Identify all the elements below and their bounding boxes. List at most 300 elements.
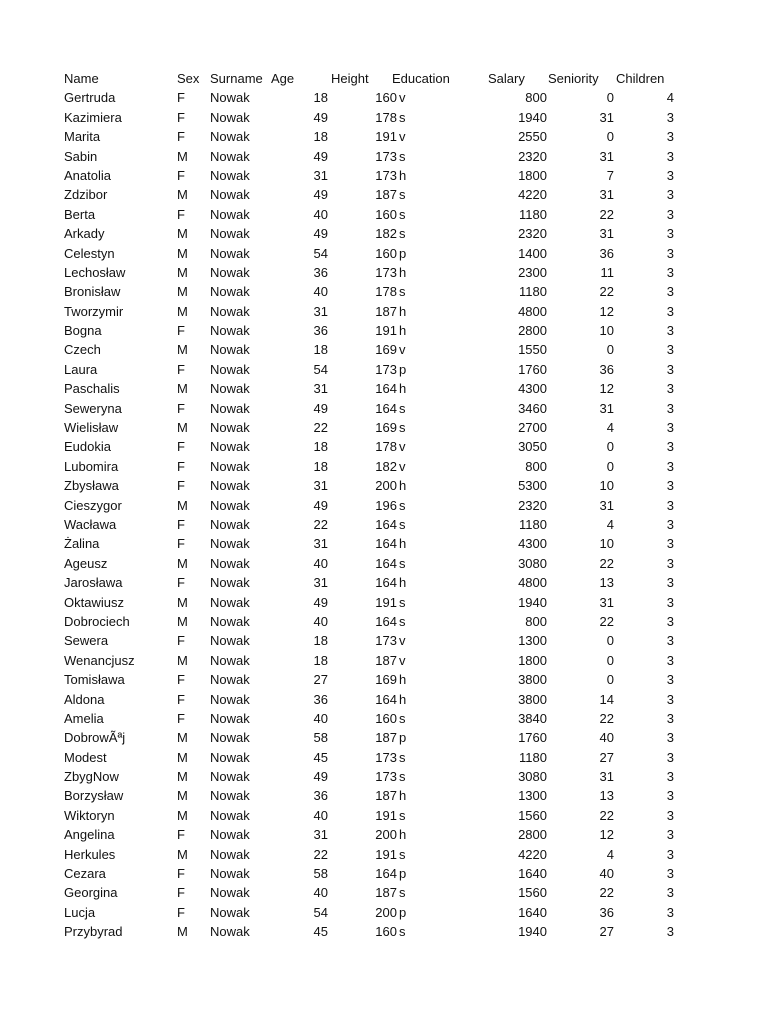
cell-name: Ageusz: [64, 555, 108, 571]
cell-children: 4: [666, 90, 674, 106]
cell-salary: 2550: [518, 129, 547, 145]
cell-age: 49: [313, 187, 328, 203]
cell-seniority: 0: [606, 90, 614, 106]
cell-sex: F: [177, 109, 185, 125]
table-row: [0, 806, 768, 825]
cell-seniority: 40: [599, 730, 614, 746]
table-row: [0, 670, 768, 689]
cell-children: 3: [666, 516, 674, 532]
cell-education: v: [399, 439, 406, 455]
cell-education: s: [399, 846, 406, 862]
cell-sex: F: [177, 710, 185, 726]
cell-children: 3: [666, 904, 674, 920]
cell-seniority: 31: [599, 109, 614, 125]
cell-surname: Nowak: [210, 807, 250, 823]
cell-sex: M: [177, 497, 188, 513]
cell-height: 191: [375, 807, 397, 823]
cell-children: 3: [666, 613, 674, 629]
cell-seniority: 0: [606, 652, 614, 668]
cell-height: 187: [375, 885, 397, 901]
cell-height: 173: [375, 361, 397, 377]
table-row: [0, 728, 768, 747]
cell-age: 58: [313, 730, 328, 746]
cell-sex: F: [177, 866, 185, 882]
cell-name: Georgina: [64, 885, 118, 901]
table-row: [0, 845, 768, 864]
cell-height: 164: [375, 555, 397, 571]
cell-education: v: [399, 633, 406, 649]
cell-children: 3: [666, 148, 674, 164]
cell-height: 187: [375, 730, 397, 746]
cell-sex: M: [177, 788, 188, 804]
cell-age: 18: [313, 652, 328, 668]
cell-education: s: [399, 807, 406, 823]
cell-sex: M: [177, 846, 188, 862]
cell-name: Lucja: [64, 904, 96, 920]
cell-age: 40: [313, 555, 328, 571]
table-row: [0, 554, 768, 573]
cell-salary: 1400: [518, 245, 547, 261]
table-row: [0, 573, 768, 592]
cell-surname: Nowak: [210, 555, 250, 571]
table-body: [0, 88, 768, 941]
table-row: [0, 534, 768, 553]
cell-sex: F: [177, 672, 185, 688]
table-row: [0, 903, 768, 922]
cell-salary: 3050: [518, 439, 547, 455]
cell-seniority: 14: [599, 691, 614, 707]
cell-age: 40: [313, 284, 328, 300]
cell-height: 200: [375, 478, 397, 494]
cell-seniority: 0: [606, 672, 614, 688]
cell-age: 49: [313, 594, 328, 610]
cell-salary: 3800: [518, 691, 547, 707]
cell-height: 191: [375, 594, 397, 610]
cell-education: s: [399, 769, 406, 785]
table-row: [0, 496, 768, 515]
cell-salary: 1180: [519, 516, 547, 532]
cell-height: 160: [375, 245, 397, 261]
cell-height: 178: [375, 109, 397, 125]
cell-sex: F: [177, 691, 185, 707]
table-row: [0, 263, 768, 282]
cell-salary: 1180: [519, 206, 547, 222]
table-row: [0, 476, 768, 495]
cell-children: 3: [666, 788, 674, 804]
cell-surname: Nowak: [210, 264, 250, 280]
cell-sex: F: [177, 129, 185, 145]
cell-seniority: 36: [599, 245, 614, 261]
cell-children: 3: [666, 575, 674, 591]
cell-salary: 1300: [518, 788, 547, 804]
cell-seniority: 7: [606, 167, 614, 183]
cell-name: Kazimiera: [64, 109, 122, 125]
cell-name: Sewera: [64, 633, 109, 649]
cell-sex: F: [177, 885, 185, 901]
cell-children: 3: [666, 478, 674, 494]
cell-sex: F: [177, 361, 185, 377]
table-row: [0, 205, 768, 224]
cell-surname: Nowak: [210, 303, 250, 319]
cell-children: 3: [666, 555, 674, 571]
cell-salary: 5300: [518, 478, 547, 494]
cell-age: 45: [313, 749, 328, 765]
cell-sex: M: [177, 420, 188, 436]
cell-children: 3: [666, 807, 674, 823]
cell-education: h: [399, 264, 407, 280]
cell-salary: 4220: [518, 846, 547, 862]
cell-surname: Nowak: [210, 458, 250, 474]
cell-name: DobrowÃªj: [64, 730, 126, 746]
cell-name: Wacława: [64, 516, 117, 532]
cell-age: 18: [313, 342, 328, 358]
cell-age: 36: [313, 788, 328, 804]
cell-name: Przybyrad: [64, 924, 123, 940]
cell-surname: Nowak: [210, 478, 250, 494]
cell-surname: Nowak: [210, 400, 250, 416]
cell-seniority: 22: [599, 885, 614, 901]
cell-education: v: [399, 458, 406, 474]
cell-seniority: 36: [599, 904, 614, 920]
cell-education: p: [399, 245, 407, 261]
cell-sex: M: [177, 613, 188, 629]
cell-name: Żalina: [64, 536, 100, 552]
cell-age: 49: [313, 769, 328, 785]
cell-seniority: 0: [606, 129, 614, 145]
cell-education: p: [399, 904, 407, 920]
cell-surname: Nowak: [210, 148, 250, 164]
table-row: [0, 379, 768, 398]
cell-name: Herkules: [64, 846, 116, 862]
cell-age: 40: [313, 807, 328, 823]
cell-education: s: [399, 226, 406, 242]
cell-seniority: 22: [599, 613, 614, 629]
cell-seniority: 10: [599, 478, 614, 494]
cell-height: 164: [375, 866, 397, 882]
cell-surname: Nowak: [210, 420, 250, 436]
cell-name: Aldona: [64, 691, 105, 707]
cell-height: 164: [375, 691, 397, 707]
cell-salary: 800: [525, 613, 547, 629]
cell-salary: 1760: [518, 361, 547, 377]
cell-education: v: [399, 90, 406, 106]
table-row: [0, 437, 768, 456]
cell-salary: 1560: [518, 885, 547, 901]
header-education: Education: [392, 71, 450, 86]
cell-salary: 1550: [518, 342, 547, 358]
table-row: [0, 127, 768, 146]
cell-education: h: [399, 303, 407, 319]
cell-education: p: [399, 866, 407, 882]
cell-seniority: 12: [599, 827, 614, 843]
cell-surname: Nowak: [210, 885, 250, 901]
cell-surname: Nowak: [210, 109, 250, 125]
cell-education: s: [399, 516, 406, 532]
cell-salary: 4800: [518, 575, 547, 591]
cell-children: 3: [666, 361, 674, 377]
cell-name: Tomisława: [64, 672, 125, 688]
cell-surname: Nowak: [210, 536, 250, 552]
cell-age: 18: [313, 458, 328, 474]
cell-education: h: [399, 827, 407, 843]
cell-sex: M: [177, 807, 188, 823]
cell-surname: Nowak: [210, 613, 250, 629]
cell-salary: 1940: [518, 109, 547, 125]
cell-age: 22: [313, 516, 328, 532]
cell-height: 173: [375, 769, 397, 785]
cell-salary: 2320: [518, 226, 547, 242]
cell-surname: Nowak: [210, 788, 250, 804]
cell-salary: 1640: [518, 866, 547, 882]
cell-name: Amelia: [64, 710, 104, 726]
table-row: [0, 515, 768, 534]
table-row: [0, 282, 768, 301]
cell-height: 187: [375, 187, 397, 203]
cell-age: 31: [313, 478, 328, 494]
cell-salary: 4220: [518, 187, 547, 203]
cell-salary: 4300: [518, 381, 547, 397]
cell-children: 3: [666, 691, 674, 707]
cell-seniority: 31: [599, 497, 614, 513]
cell-children: 3: [666, 129, 674, 145]
cell-sex: M: [177, 284, 188, 300]
cell-name: Bogna: [64, 323, 102, 339]
cell-children: 3: [666, 187, 674, 203]
cell-education: s: [399, 148, 406, 164]
cell-sex: F: [177, 478, 185, 494]
cell-seniority: 36: [599, 361, 614, 377]
cell-age: 31: [313, 167, 328, 183]
cell-seniority: 0: [606, 633, 614, 649]
cell-children: 3: [666, 866, 674, 882]
cell-surname: Nowak: [210, 749, 250, 765]
cell-surname: Nowak: [210, 342, 250, 358]
table-row: [0, 593, 768, 612]
cell-surname: Nowak: [210, 516, 250, 532]
cell-salary: 800: [525, 90, 547, 106]
cell-salary: 1640: [518, 904, 547, 920]
table-row: [0, 418, 768, 437]
cell-surname: Nowak: [210, 633, 250, 649]
cell-name: ZbygNow: [64, 769, 119, 785]
cell-height: 191: [375, 323, 397, 339]
cell-education: h: [399, 381, 407, 397]
cell-age: 49: [313, 400, 328, 416]
cell-surname: Nowak: [210, 710, 250, 726]
cell-education: h: [399, 167, 407, 183]
cell-height: 169: [375, 420, 397, 436]
cell-sex: M: [177, 594, 188, 610]
cell-surname: Nowak: [210, 730, 250, 746]
cell-seniority: 31: [599, 400, 614, 416]
cell-sex: M: [177, 730, 188, 746]
cell-salary: 2700: [518, 420, 547, 436]
cell-age: 40: [313, 710, 328, 726]
cell-children: 3: [666, 109, 674, 125]
cell-name: Berta: [64, 206, 96, 222]
cell-seniority: 22: [599, 710, 614, 726]
cell-children: 3: [666, 885, 674, 901]
cell-seniority: 10: [599, 536, 614, 552]
cell-children: 3: [666, 400, 674, 416]
cell-salary: 3460: [518, 400, 547, 416]
cell-education: p: [399, 361, 407, 377]
cell-children: 3: [666, 924, 674, 940]
cell-children: 3: [666, 342, 674, 358]
cell-children: 3: [666, 769, 674, 785]
table-row: [0, 631, 768, 650]
cell-education: s: [399, 885, 406, 901]
cell-salary: 3080: [518, 555, 547, 571]
table-row: [0, 690, 768, 709]
cell-seniority: 10: [599, 323, 614, 339]
cell-surname: Nowak: [210, 575, 250, 591]
cell-children: 3: [666, 206, 674, 222]
cell-education: h: [399, 323, 407, 339]
cell-sex: F: [177, 323, 185, 339]
table-row: [0, 302, 768, 321]
cell-surname: Nowak: [210, 323, 250, 339]
cell-height: 164: [375, 575, 397, 591]
header-children: Children: [616, 71, 665, 86]
cell-seniority: 22: [599, 555, 614, 571]
cell-age: 49: [313, 226, 328, 242]
cell-age: 18: [313, 439, 328, 455]
cell-surname: Nowak: [210, 226, 250, 242]
cell-education: s: [399, 400, 406, 416]
cell-seniority: 22: [599, 807, 614, 823]
cell-height: 164: [375, 516, 397, 532]
cell-age: 40: [313, 613, 328, 629]
cell-sex: F: [177, 167, 185, 183]
table-row: [0, 457, 768, 476]
cell-height: 200: [375, 904, 397, 920]
table-row: [0, 651, 768, 670]
table-row: [0, 185, 768, 204]
header-name: Name: [64, 71, 99, 86]
cell-education: v: [399, 342, 406, 358]
table-row: [0, 864, 768, 883]
cell-education: s: [399, 924, 406, 940]
cell-education: v: [399, 129, 406, 145]
cell-height: 182: [375, 226, 397, 242]
cell-name: Eudokia: [64, 439, 111, 455]
cell-sex: F: [177, 827, 185, 843]
table-row: [0, 922, 768, 941]
table-row: [0, 612, 768, 631]
cell-height: 169: [375, 672, 397, 688]
cell-name: Angelina: [64, 827, 115, 843]
cell-name: Dobrociech: [64, 613, 130, 629]
cell-height: 182: [375, 458, 397, 474]
cell-age: 36: [313, 323, 328, 339]
cell-sex: M: [177, 303, 188, 319]
table-row: [0, 88, 768, 107]
cell-salary: 1940: [518, 924, 547, 940]
cell-height: 178: [375, 284, 397, 300]
cell-seniority: 31: [599, 769, 614, 785]
cell-children: 3: [666, 439, 674, 455]
cell-salary: 4300: [518, 536, 547, 552]
header-age: Age: [271, 71, 295, 86]
cell-seniority: 12: [599, 381, 614, 397]
table-row: [0, 786, 768, 805]
cell-surname: Nowak: [210, 672, 250, 688]
cell-name: Cezara: [64, 866, 106, 882]
table-row: [0, 360, 768, 379]
cell-surname: Nowak: [210, 167, 250, 183]
cell-sex: F: [177, 575, 185, 591]
cell-children: 3: [666, 730, 674, 746]
cell-height: 178: [375, 439, 397, 455]
cell-age: 31: [313, 536, 328, 552]
cell-seniority: 22: [599, 284, 614, 300]
cell-education: s: [399, 420, 406, 436]
cell-seniority: 31: [599, 594, 614, 610]
cell-children: 3: [666, 749, 674, 765]
header-salary: Salary: [488, 71, 525, 86]
cell-age: 54: [313, 245, 328, 261]
cell-seniority: 40: [599, 866, 614, 882]
cell-age: 31: [313, 303, 328, 319]
cell-height: 160: [375, 710, 397, 726]
cell-name: Laura: [64, 361, 98, 377]
cell-education: s: [399, 187, 406, 203]
cell-seniority: 11: [600, 264, 614, 280]
cell-name: Bronisław: [64, 284, 121, 300]
cell-seniority: 4: [606, 846, 614, 862]
cell-age: 36: [313, 264, 328, 280]
cell-height: 173: [375, 148, 397, 164]
cell-age: 36: [313, 691, 328, 707]
cell-education: s: [399, 284, 406, 300]
cell-salary: 3840: [518, 710, 547, 726]
cell-children: 3: [666, 846, 674, 862]
cell-seniority: 13: [599, 575, 614, 591]
cell-surname: Nowak: [210, 594, 250, 610]
cell-height: 173: [375, 264, 397, 280]
cell-children: 3: [666, 284, 674, 300]
cell-surname: Nowak: [210, 846, 250, 862]
cell-name: Paschalis: [64, 381, 120, 397]
cell-age: 27: [313, 672, 328, 688]
cell-name: Anatolia: [64, 167, 111, 183]
cell-sex: F: [177, 458, 185, 474]
cell-seniority: 22: [599, 206, 614, 222]
cell-age: 40: [313, 206, 328, 222]
cell-sex: F: [177, 439, 185, 455]
cell-sex: M: [177, 148, 188, 164]
cell-surname: Nowak: [210, 827, 250, 843]
cell-education: h: [399, 575, 407, 591]
cell-salary: 1560: [518, 807, 547, 823]
cell-height: 169: [375, 342, 397, 358]
cell-age: 31: [313, 575, 328, 591]
table-row: [0, 748, 768, 767]
table-row: [0, 767, 768, 786]
cell-seniority: 0: [606, 439, 614, 455]
cell-height: 191: [375, 846, 397, 862]
cell-sex: F: [177, 633, 185, 649]
table-row: [0, 244, 768, 263]
cell-name: Jarosława: [64, 575, 123, 591]
cell-children: 3: [666, 226, 674, 242]
cell-seniority: 0: [606, 458, 614, 474]
cell-education: h: [399, 691, 407, 707]
cell-seniority: 31: [599, 187, 614, 203]
cell-height: 196: [375, 497, 397, 513]
cell-age: 18: [313, 129, 328, 145]
